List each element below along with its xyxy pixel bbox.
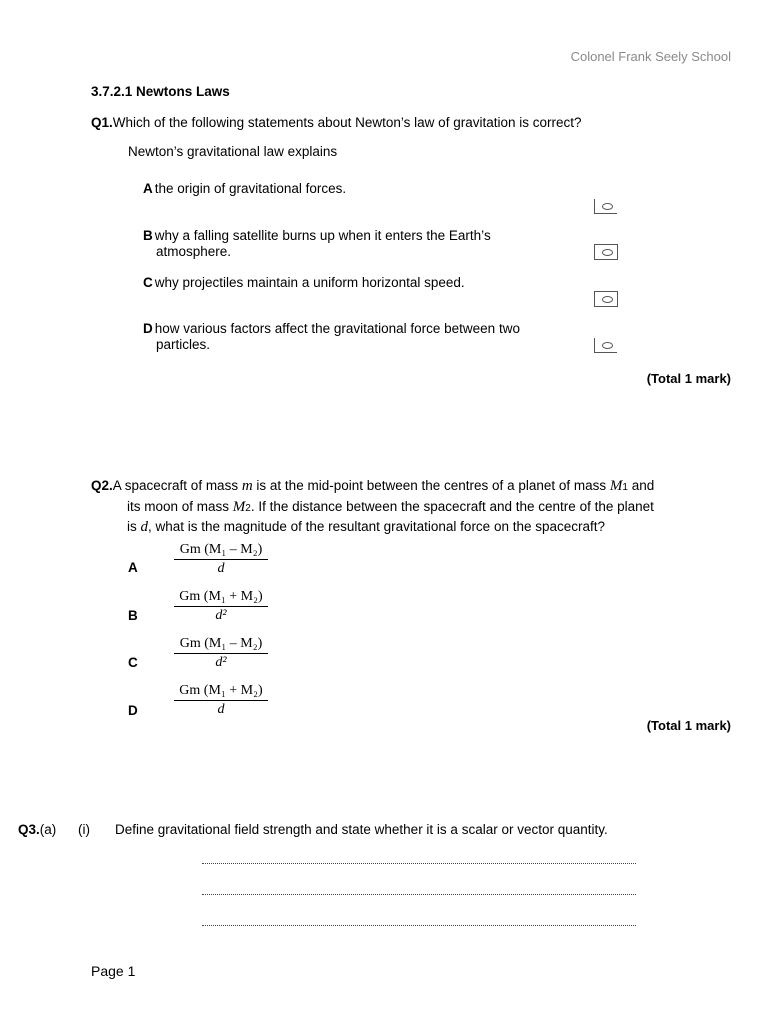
q1-number: Q1.: [91, 115, 113, 130]
q3-part: (a): [39, 822, 57, 837]
q1-question: [91, 115, 582, 130]
section-title: 3.7.2.1 Newtons Laws: [91, 84, 230, 99]
q2-option-a-letter: A: [128, 560, 138, 575]
oval-icon: [602, 342, 613, 349]
q1-option-d: D how various factors affect the gravitational force between two particles.: [143, 321, 520, 352]
oval-icon: [602, 249, 613, 256]
answer-box-a[interactable]: [594, 199, 617, 214]
answer-line-3[interactable]: [202, 924, 636, 926]
oval-icon: [602, 296, 613, 303]
q3-number: Q3.: [18, 822, 40, 837]
q2-formula-b: $\frac{\text{Gm (M₁ + M₂)}}{\text{d²}}$: [174, 588, 268, 624]
q1-option-a: A the origin of gravitational forces.: [143, 181, 347, 196]
q2-formula-a: $\frac{\text{Gm (M₁ – M₂)}}{d}$: [174, 541, 268, 577]
q2-question: Q2.A spacecraft of mass m is at the mid-point between the centres of a planet of mass M1 and its moon of mass M2. If the distance between the spacecraft and the centre of the planet is d, what is the magnitude of the resultant gravitational force on the spacecraft?: [91, 478, 655, 535]
q3-text: Define gravitational field strength and state whether it is a scalar or vector quantity.: [115, 822, 608, 837]
answer-line-2[interactable]: [202, 893, 636, 895]
q2-option-d-letter: D: [128, 703, 138, 718]
answer-line-1[interactable]: [202, 862, 636, 864]
q2-option-c-letter: C: [128, 655, 138, 670]
q2-total: (Total 1 mark): [646, 718, 731, 733]
q2-formula-d: $\frac{\text{Gm (M₁ + M₂)}}{d}$: [174, 682, 268, 718]
q1-option-c: C why projectiles maintain a uniform horizontal speed.: [143, 275, 465, 290]
oval-icon: [602, 203, 613, 210]
q2-option-b-letter: B: [128, 608, 138, 623]
answer-box-c[interactable]: [594, 291, 618, 307]
q3-subpart: (i): [78, 822, 90, 837]
q1-intro: Newton’s gravitational law explains: [128, 144, 338, 159]
q1-text: Which of the following statements about Newton’s law of gravitation is correct?: [112, 115, 582, 130]
q1-total: (Total 1 mark): [646, 371, 731, 386]
page-number: Page 1: [91, 963, 136, 979]
answer-box-b[interactable]: [594, 244, 618, 260]
q1-option-b: B why a falling satellite burns up when it enters the Earth’s atmosphere.: [143, 228, 491, 259]
school-name: Colonel Frank Seely School: [570, 49, 731, 64]
q2-formula-c: $\frac{\text{Gm (M₁ – M₂)}}{\text{d²}}$: [174, 635, 268, 671]
answer-box-d[interactable]: [594, 338, 617, 353]
